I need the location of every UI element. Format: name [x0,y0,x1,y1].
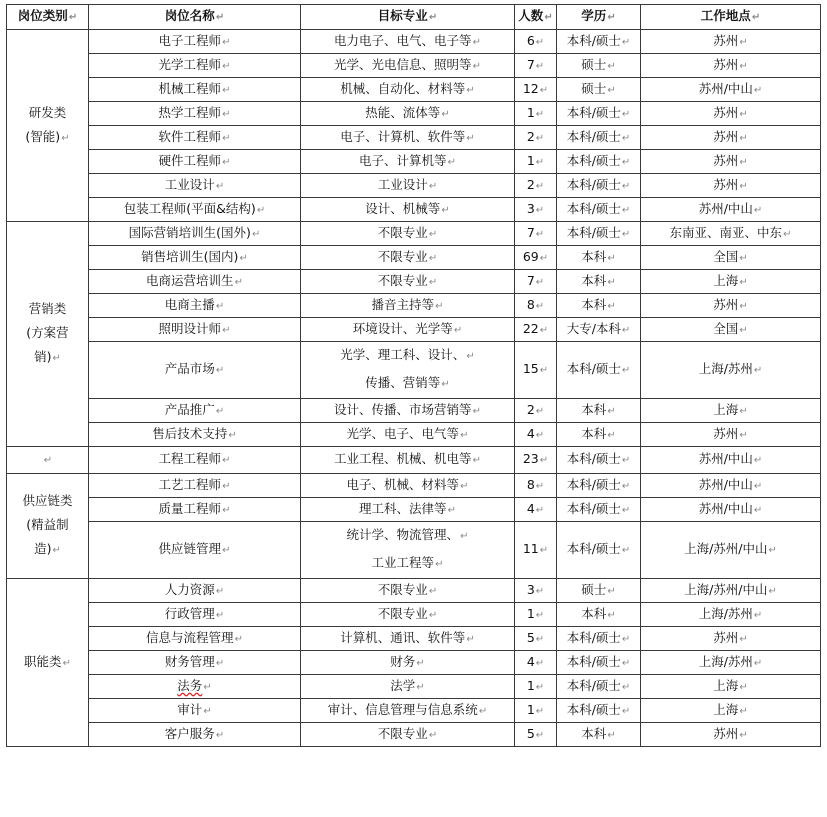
work-location-cell: 上海/苏州/中山↵ [641,579,821,603]
position-name-cell: 软件工程师↵ [89,126,301,150]
education-cell: 本科/硕士↵ [557,474,641,498]
work-location-cell: 苏州↵ [641,294,821,318]
target-major-cell: 不限专业↵ [301,246,515,270]
header-position-name: 岗位名称↵ [89,5,301,30]
headcount-cell: 6↵ [515,30,557,54]
target-major-cell: 光学、电子、电气等↵ [301,423,515,447]
education-cell: 本科↵ [557,423,641,447]
position-name-cell: 行政管理↵ [89,603,301,627]
position-name-cell: 国际营销培训生(国外)↵ [89,222,301,246]
headcount-cell: 8↵ [515,474,557,498]
target-major-cell: 光学、理工科、设计、↵ 传播、营销等↵ [301,342,515,399]
target-major-cell: 不限专业↵ [301,579,515,603]
education-cell: 本科/硕士↵ [557,522,641,579]
job-table-wrapper [6,4,821,747]
target-major-cell: 电子、计算机、软件等↵ [301,126,515,150]
work-location-cell: 苏州↵ [641,102,821,126]
position-name-cell: 机械工程师↵ [89,78,301,102]
education-cell: 本科↵ [557,270,641,294]
table-row [7,294,821,318]
position-name-cell: 产品推广↵ [89,399,301,423]
header-target-major: 目标专业↵ [301,5,515,30]
table-row [7,474,821,498]
table-row [7,579,821,603]
work-location-cell: 苏州/中山↵ [641,498,821,522]
position-name-cell: 热学工程师↵ [89,102,301,126]
headcount-cell: 69↵ [515,246,557,270]
table-row [7,102,821,126]
work-location-cell: 上海/苏州↵ [641,342,821,399]
work-location-cell: 全国↵ [641,246,821,270]
position-name-cell: 电商主播↵ [89,294,301,318]
headcount-cell: 2↵ [515,174,557,198]
table-row [7,78,821,102]
work-location-cell: 苏州↵ [641,723,821,747]
headcount-cell: 1↵ [515,150,557,174]
headcount-cell: 7↵ [515,222,557,246]
work-location-cell: 苏州↵ [641,150,821,174]
target-major-cell: 统计学、物流管理、↵ 工业工程等↵ [301,522,515,579]
position-name-cell: 工艺工程师↵ [89,474,301,498]
position-name-cell: 质量工程师↵ [89,498,301,522]
target-major-cell: 工业设计↵ [301,174,515,198]
work-location-cell: 苏州/中山↵ [641,447,821,474]
target-major-cell: 环境设计、光学等↵ [301,318,515,342]
table-row [7,30,821,54]
position-name-cell: 信息与流程管理↵ [89,627,301,651]
education-cell: 本科/硕士↵ [557,222,641,246]
target-major-cell: 工业工程、机械、机电等↵ [301,447,515,474]
headcount-cell: 2↵ [515,399,557,423]
target-major-cell: 不限专业↵ [301,723,515,747]
target-major-cell: 理工科、法律等↵ [301,498,515,522]
table-row [7,150,821,174]
category-cell: 研发类 (智能)↵ [7,30,89,222]
table-header-row [7,5,821,30]
table-body [7,30,821,747]
work-location-cell: 苏州↵ [641,54,821,78]
position-name-cell: 工业设计↵ [89,174,301,198]
work-location-cell: 苏州↵ [641,30,821,54]
target-major-cell: 光学、光电信息、照明等↵ [301,54,515,78]
work-location-cell: 上海↵ [641,270,821,294]
headcount-cell: 3↵ [515,579,557,603]
target-major-cell: 电力电子、电气、电子等↵ [301,30,515,54]
target-major-cell: 电子、机械、材料等↵ [301,474,515,498]
headcount-cell: 3↵ [515,198,557,222]
work-location-cell: 苏州/中山↵ [641,474,821,498]
job-positions-table [6,4,821,747]
headcount-cell: 22↵ [515,318,557,342]
table-row [7,318,821,342]
table-row [7,399,821,423]
work-location-cell: 苏州↵ [641,627,821,651]
education-cell: 本科↵ [557,603,641,627]
headcount-cell: 12↵ [515,78,557,102]
work-location-cell: 东南亚、南亚、中东↵ [641,222,821,246]
target-major-cell: 不限专业↵ [301,603,515,627]
position-name-cell: 财务管理↵ [89,651,301,675]
education-cell: 本科↵ [557,399,641,423]
work-location-cell: 苏州/中山↵ [641,78,821,102]
headcount-cell: 5↵ [515,627,557,651]
education-cell: 硕士↵ [557,78,641,102]
table-row [7,603,821,627]
category-cell: 营销类 (方案营 销)↵ [7,222,89,447]
table-row [7,423,821,447]
education-cell: 硕士↵ [557,579,641,603]
position-name-cell: 电子工程师↵ [89,30,301,54]
education-cell: 本科/硕士↵ [557,627,641,651]
headcount-cell: 4↵ [515,423,557,447]
position-name-cell: 电商运营培训生↵ [89,270,301,294]
position-name-cell: 供应链管理↵ [89,522,301,579]
table-row [7,126,821,150]
position-name-cell: 包装工程师(平面&结构)↵ [89,198,301,222]
target-major-cell: 法学↵ [301,675,515,699]
education-cell: 本科/硕士↵ [557,30,641,54]
header-education: 学历↵ [557,5,641,30]
table-row [7,54,821,78]
position-name-cell: 售后技术支持↵ [89,423,301,447]
target-major-cell: 设计、传播、市场营销等↵ [301,399,515,423]
target-major-cell: 播音主持等↵ [301,294,515,318]
table-row [7,174,821,198]
table-row [7,522,821,579]
table-row [7,222,821,246]
target-major-cell: 计算机、通讯、软件等↵ [301,627,515,651]
headcount-cell: 2↵ [515,126,557,150]
table-row [7,342,821,399]
work-location-cell: 苏州↵ [641,423,821,447]
education-cell: 本科/硕士↵ [557,102,641,126]
headcount-cell: 1↵ [515,603,557,627]
headcount-cell: 4↵ [515,651,557,675]
education-cell: 本科↵ [557,723,641,747]
headcount-cell: 23↵ [515,447,557,474]
table-row [7,198,821,222]
position-name-cell: 销售培训生(国内)↵ [89,246,301,270]
education-cell: 本科↵ [557,246,641,270]
work-location-cell: 上海/苏州/中山↵ [641,522,821,579]
education-cell: 大专/本科↵ [557,318,641,342]
headcount-cell: 1↵ [515,675,557,699]
position-name-cell: 硬件工程师↵ [89,150,301,174]
headcount-cell: 7↵ [515,54,557,78]
work-location-cell: 苏州/中山↵ [641,198,821,222]
category-cell: 职能类↵ [7,579,89,747]
category-cell: 供应链类 (精益制 造)↵ [7,474,89,579]
work-location-cell: 上海/苏州↵ [641,651,821,675]
work-location-cell: 上海↵ [641,699,821,723]
target-major-cell: 设计、机械等↵ [301,198,515,222]
work-location-cell: 苏州↵ [641,126,821,150]
position-name-cell: 工程工程师↵ [89,447,301,474]
education-cell: 本科/硕士↵ [557,126,641,150]
position-name-cell: 客户服务↵ [89,723,301,747]
table-row [7,723,821,747]
headcount-cell: 11↵ [515,522,557,579]
position-name-cell: 产品市场↵ [89,342,301,399]
headcount-cell: 8↵ [515,294,557,318]
education-cell: 本科↵ [557,294,641,318]
header-work-location: 工作地点↵ [641,5,821,30]
header-headcount: 人数↵ [515,5,557,30]
table-row [7,627,821,651]
work-location-cell: 全国↵ [641,318,821,342]
education-cell: 本科/硕士↵ [557,498,641,522]
education-cell: 本科/硕士↵ [557,174,641,198]
target-major-cell: 审计、信息管理与信息系统↵ [301,699,515,723]
table-row [7,651,821,675]
education-cell: 本科/硕士↵ [557,150,641,174]
target-major-cell: 热能、流体等↵ [301,102,515,126]
table-row [7,699,821,723]
target-major-cell: 财务↵ [301,651,515,675]
position-name-cell: 法务↵ [89,675,301,699]
header-category: 岗位类别↵ [7,5,89,30]
education-cell: 本科/硕士↵ [557,699,641,723]
target-major-cell: 电子、计算机等↵ [301,150,515,174]
headcount-cell: 4↵ [515,498,557,522]
target-major-cell: 不限专业↵ [301,222,515,246]
table-row [7,270,821,294]
position-name-cell: 人力资源↵ [89,579,301,603]
category-cell: ↵ [7,447,89,474]
position-name-cell: 照明设计师↵ [89,318,301,342]
position-name-cell: 光学工程师↵ [89,54,301,78]
table-row [7,447,821,474]
work-location-cell: 上海↵ [641,399,821,423]
table-row [7,498,821,522]
headcount-cell: 7↵ [515,270,557,294]
education-cell: 本科/硕士↵ [557,342,641,399]
headcount-cell: 5↵ [515,723,557,747]
position-name-cell: 审计↵ [89,699,301,723]
work-location-cell: 苏州↵ [641,174,821,198]
headcount-cell: 1↵ [515,699,557,723]
headcount-cell: 15↵ [515,342,557,399]
education-cell: 本科/硕士↵ [557,651,641,675]
work-location-cell: 上海↵ [641,675,821,699]
education-cell: 本科/硕士↵ [557,675,641,699]
target-major-cell: 不限专业↵ [301,270,515,294]
target-major-cell: 机械、自动化、材料等↵ [301,78,515,102]
headcount-cell: 1↵ [515,102,557,126]
table-row [7,246,821,270]
education-cell: 硕士↵ [557,54,641,78]
table-row [7,675,821,699]
education-cell: 本科/硕士↵ [557,447,641,474]
education-cell: 本科/硕士↵ [557,198,641,222]
work-location-cell: 上海/苏州↵ [641,603,821,627]
